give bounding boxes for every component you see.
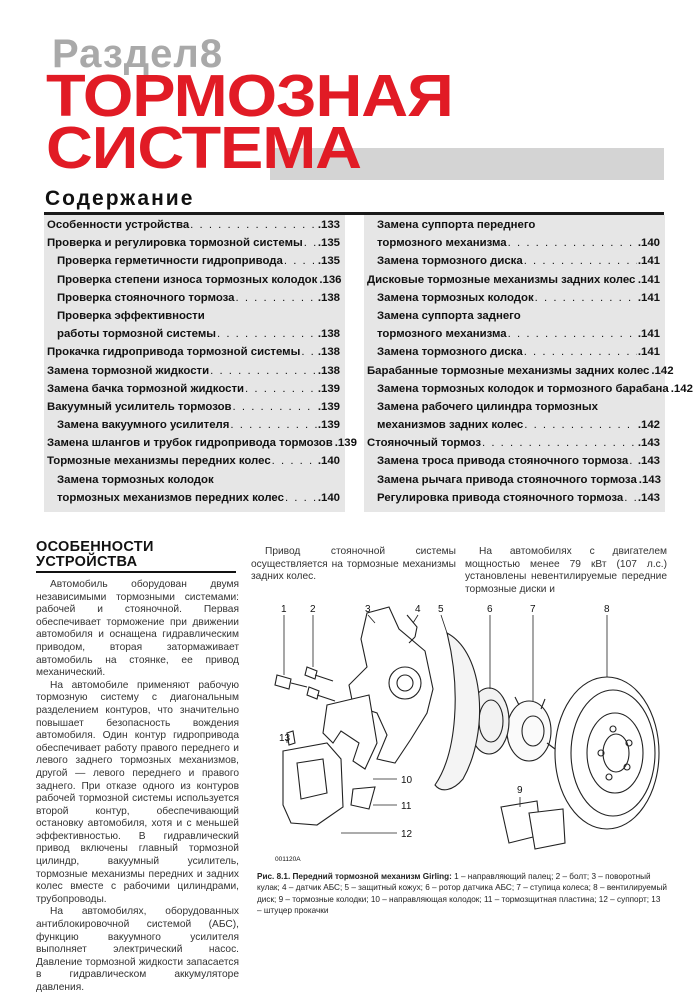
toc-entry-title: Тормозные механизмы передних колес xyxy=(47,455,271,467)
paragraph: На автомобиле применяют рабочую тормозную систему с диагональным разделением контуров, что значительно повышает безопасность вождения автомобиля. Один контур гидропривода обеспечивает работу правого переднего и левого заднего тормозных механизмов, другой — левого переднего и правого заднего. При отказе одного из контуров рабочей тормозной системы используется второй контур, обеспечивающий остановку автомобиля, хотя и с меньшей эффективностью. В гидравлический привод включены главный тормозной цилиндр, вакуумный усилитель, тормозные механизмы передних и задних колес вместе с рабочими цилиндрами, трубопроводы. xyxy=(36,680,239,907)
toc-leader-dots xyxy=(524,255,637,267)
toc-entry-page: .143 xyxy=(638,437,660,449)
toc-entry[interactable] xyxy=(367,365,660,383)
toc-entry-page: .140 xyxy=(318,492,340,504)
toc-list-left xyxy=(47,219,340,510)
toc-leader-dots xyxy=(245,383,317,395)
toc-entry[interactable] xyxy=(367,419,660,437)
toc-entry[interactable] xyxy=(47,292,340,310)
caliper xyxy=(283,743,343,825)
paragraph: На автомобилях с двигателем мощностью менее 79 кВт (107 л.с.) установлены невентилируемые передние тормозные диски и xyxy=(465,546,667,596)
anti-rattle-plate xyxy=(351,787,375,809)
toc-entry-page: .135 xyxy=(318,237,340,249)
toc-entry-title: Замена тормозного диска xyxy=(377,346,523,358)
toc-entry[interactable] xyxy=(47,401,340,419)
toc-entry[interactable] xyxy=(367,401,660,419)
toc-entry[interactable] xyxy=(367,255,660,273)
callout-12: 12 xyxy=(401,829,413,840)
toc-leader-dots xyxy=(210,365,317,377)
paragraph: На автомобилях, оборудованных антиблокировочной системой (АБС), функцию вакуумного усилителя выполняет электрический насос. Давление тормозной жидкости запасается в гидравлическом аккумуляторе давления. xyxy=(36,906,239,994)
toc-entry[interactable] xyxy=(367,310,660,328)
brake-assembly-figure xyxy=(257,593,667,868)
features-heading-line2: УСТРОЙСТВА xyxy=(36,555,154,570)
toc-entry[interactable] xyxy=(367,383,660,401)
toc-leader-dots xyxy=(482,437,637,449)
brake-pad xyxy=(529,809,565,849)
toc-leader-dots xyxy=(301,346,317,358)
chapter-title-line2: СИСТЕМА xyxy=(46,122,453,174)
toc-entry[interactable] xyxy=(47,274,340,292)
features-heading-line1: ОСОБЕННОСТИ xyxy=(36,540,154,555)
toc-entry[interactable] xyxy=(47,437,340,455)
toc-entry[interactable] xyxy=(367,437,660,455)
callout-1: 1 xyxy=(281,604,287,615)
toc-entry-title: Проверка степени износа тормозных колодок xyxy=(57,274,317,286)
toc-entry-title: Замена рычага привода стояночного тормоза xyxy=(377,474,637,486)
toc-entry-page: .141 xyxy=(638,346,660,358)
toc-entry-page: .142 xyxy=(651,365,673,377)
toc-entry-page: .139 xyxy=(318,383,340,395)
toc-entry-title: Регулировка привода стояночного тормоза xyxy=(377,492,623,504)
toc-leader-dots xyxy=(190,219,317,231)
toc-entry[interactable] xyxy=(47,310,340,328)
toc-leader-dots xyxy=(524,419,637,431)
toc-entry[interactable] xyxy=(47,219,340,237)
toc-entry-page: .139 xyxy=(318,401,340,413)
callout-3: 3 xyxy=(365,604,371,615)
toc-entry-title: Замена бачка тормозной жидкости xyxy=(47,383,244,395)
toc-entry-title: механизмов задних колес xyxy=(377,419,523,431)
toc-entry-title: Барабанные тормозные механизмы задних колес xyxy=(367,365,649,377)
toc-entry[interactable] xyxy=(367,455,660,473)
toc-leader-dots xyxy=(508,237,637,249)
toc-leader-dots xyxy=(236,292,317,304)
toc-entry-title: Проверка стояночного тормоза xyxy=(57,292,235,304)
toc-leader-dots xyxy=(230,419,316,431)
toc-entry[interactable] xyxy=(367,492,660,510)
callout-5: 5 xyxy=(438,604,444,615)
callout-11: 11 xyxy=(401,801,412,812)
toc-entry-page: .140 xyxy=(318,455,340,467)
toc-entry[interactable] xyxy=(367,219,660,237)
toc-entry-title: Замена тормозных колодок xyxy=(57,474,214,486)
toc-leader-dots xyxy=(535,292,637,304)
toc-leader-dots xyxy=(217,328,317,340)
toc-entry-title: Проверка и регулировка тормозной системы xyxy=(47,237,303,249)
toc-entry[interactable] xyxy=(367,328,660,346)
toc-entry-title: Замена тормозных колодок xyxy=(377,292,534,304)
toc-entry-title: Особенности устройства xyxy=(47,219,189,231)
toc-entry-page: .142 xyxy=(638,419,660,431)
toc-entry-page: .138 xyxy=(318,346,340,358)
toc-leader-dots xyxy=(304,237,317,249)
toc-entry-page: .141 xyxy=(638,274,660,286)
toc-entry-title: тормозного механизма xyxy=(377,237,507,249)
toc-entry[interactable] xyxy=(47,365,340,383)
toc-entry[interactable] xyxy=(47,328,340,346)
toc-entry-page: .142 xyxy=(671,383,693,395)
toc-entry[interactable] xyxy=(47,255,340,273)
callout-9: 9 xyxy=(517,785,523,796)
guide-pin xyxy=(275,675,291,689)
toc-entry-title: Дисковые тормозные механизмы задних колес xyxy=(367,274,635,286)
toc-entry-page: .141 xyxy=(638,328,660,340)
toc-entry[interactable] xyxy=(47,474,340,492)
toc-entry[interactable] xyxy=(47,455,340,473)
callout-6: 6 xyxy=(487,604,493,615)
toc-entry[interactable] xyxy=(367,292,660,310)
toc-leader-dots xyxy=(629,455,637,467)
toc-leader-dots xyxy=(624,492,637,504)
features-column-3 xyxy=(465,546,667,596)
section-label: Раздел8 xyxy=(52,32,223,76)
caption-label: Рис. 8.1. Передний тормозной механизм Girling: xyxy=(257,872,452,881)
toc-entry[interactable] xyxy=(367,237,660,255)
toc-leader-dots xyxy=(508,328,637,340)
paragraph: Привод стояночной системы осуществляется на тормозные механизмы задних колес. xyxy=(251,546,456,584)
caption-text: 1 – направляющий палец; 2 – болт; 3 – поворотный кулак; 4 – датчик АБС; 5 – защитный кожух; 6 – ротор датчика АБС; 7 – ступица колеса; 8 – вентилируемый диск; 9 – тормозные колодки; 10 – направляющая колодок; 11 – тормозщитная пластина; 12 – суппорт; 13 – штуцер прокачки xyxy=(257,872,667,915)
callout-8: 8 xyxy=(604,604,610,615)
features-heading xyxy=(36,540,154,570)
figure-caption xyxy=(257,871,667,917)
toc-entry-title: Прокачка гидропривода тормозной системы xyxy=(47,346,300,358)
paragraph: Автомобиль оборудован двумя независимыми тормозными системами: рабочей и стояночной. Первая обеспечивает торможение при движении автомобиля и оснащена гидравлическим приводом, вторая затормаживает автомобиль на стоянке, ее привод механический. xyxy=(36,579,239,680)
figure-code: 001120A xyxy=(275,856,301,863)
toc-entry[interactable] xyxy=(367,346,660,364)
toc-entry-title: Замена рабочего цилиндра тормозных xyxy=(377,401,598,413)
toc-entry[interactable] xyxy=(47,237,340,255)
toc-entry-title: Вакуумный усилитель тормозов xyxy=(47,401,232,413)
callout-13: 13 xyxy=(279,733,291,744)
toc-leader-dots xyxy=(284,255,317,267)
toc-entry[interactable] xyxy=(47,419,340,437)
features-column-1 xyxy=(36,579,239,995)
toc-entry-page: .138 xyxy=(318,328,340,340)
toc-entry-title: Замена троса привода стояночного тормоза xyxy=(377,455,628,467)
toc-entry-title: Замена суппорта заднего xyxy=(377,310,521,322)
toc-leader-dots xyxy=(272,455,317,467)
toc-entry-title: Замена тормозных колодок и тормозного барабана xyxy=(377,383,669,395)
callout-7: 7 xyxy=(530,604,536,615)
toc-entry-title: тормозных механизмов передних колес xyxy=(57,492,284,504)
toc-list-right xyxy=(367,219,660,510)
toc-entry-page: .139 xyxy=(335,437,357,449)
bolt xyxy=(305,667,317,679)
toc-entry[interactable] xyxy=(47,383,340,401)
toc-entry[interactable] xyxy=(47,492,340,510)
contents-heading: Содержание xyxy=(45,187,194,211)
callout-10: 10 xyxy=(401,775,413,786)
toc-entry-page: .139 xyxy=(318,419,340,431)
toc-entry[interactable] xyxy=(367,474,660,492)
toc-entry-page: .140 xyxy=(638,237,660,249)
toc-entry-page: .136 xyxy=(319,274,341,286)
toc-entry-title: Замена тормозной жидкости xyxy=(47,365,209,377)
features-divider xyxy=(36,571,236,573)
toc-entry-title: Проверка эффективности xyxy=(57,310,205,322)
toc-entry[interactable] xyxy=(47,346,340,364)
toc-entry-page: .138 xyxy=(318,365,340,377)
toc-entry-title: Стояночный тормоз xyxy=(367,437,481,449)
chapter-title xyxy=(46,70,453,174)
toc-entry-title: тормозного механизма xyxy=(377,328,507,340)
toc-leader-dots xyxy=(285,492,317,504)
toc-entry-page: .135 xyxy=(318,255,340,267)
toc-entry-title: работы тормозной системы xyxy=(57,328,216,340)
dust-shield xyxy=(435,633,480,790)
toc-entry-page: .143 xyxy=(639,474,661,486)
chapter-title-line1: ТОРМОЗНАЯ xyxy=(46,70,453,122)
toc-entry-page: .143 xyxy=(638,455,660,467)
toc-leader-dots xyxy=(233,401,317,413)
callout-2: 2 xyxy=(310,604,316,615)
toc-entry-page: .143 xyxy=(638,492,660,504)
toc-entry-title: Замена вакуумного усилителя xyxy=(57,419,229,431)
toc-entry-title: Замена суппорта переднего xyxy=(377,219,535,231)
toc-entry-title: Замена тормозного диска xyxy=(377,255,523,267)
toc-entry[interactable] xyxy=(367,274,660,292)
callout-4: 4 xyxy=(415,604,421,615)
toc-entry-title: Замена шлангов и трубок гидропривода тормозов xyxy=(47,437,333,449)
toc-entry-page: .141 xyxy=(638,255,660,267)
toc-leader-dots xyxy=(524,346,637,358)
toc-entry-page: .133 xyxy=(318,219,340,231)
features-column-2 xyxy=(251,546,456,584)
toc-entry-title: Проверка герметичности гидропривода xyxy=(57,255,283,267)
toc-entry-page: .141 xyxy=(638,292,660,304)
toc-entry-page: .138 xyxy=(318,292,340,304)
